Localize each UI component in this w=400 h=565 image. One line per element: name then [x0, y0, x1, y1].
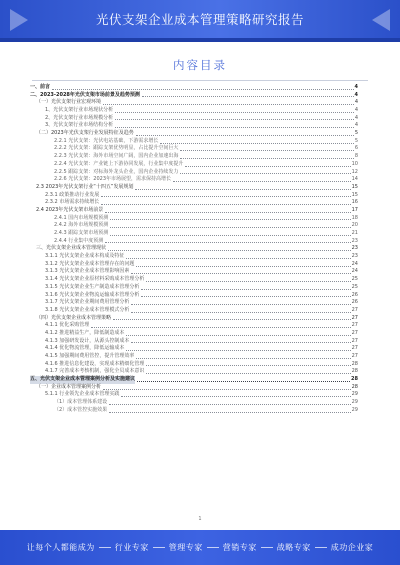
- toc-leader-dots: [91, 327, 350, 328]
- toc-entry-page: 29: [351, 406, 358, 413]
- toc-entry-page: 16: [351, 199, 358, 206]
- toc-entry-title: 3.1.8 光伏支架企业成本管理模式分析: [45, 306, 130, 313]
- toc-entry-page: 8: [354, 153, 358, 160]
- toc-entry[interactable]: [30, 299, 358, 307]
- toc-entry-title: 2、光伏支架行业市场规模分析: [45, 114, 114, 121]
- toc-entry-page: 17: [351, 206, 358, 213]
- toc-entry-title: 3.1.5 光伏支架企业生产制造成本管理分析: [45, 283, 140, 290]
- toc-entry[interactable]: [30, 122, 358, 130]
- toc-leader-dots: [103, 104, 354, 105]
- toc-entry-title: 3.1.2 光伏支架企业成本管理存在的问题: [45, 260, 135, 267]
- toc-entry-page: 26: [351, 291, 358, 298]
- toc-divider: [32, 80, 368, 81]
- toc-entry-page: 23: [351, 237, 358, 244]
- toc-entry[interactable]: [30, 253, 358, 261]
- toc-leader-dots: [110, 227, 350, 228]
- toc-entry-title: 4.1.4 优化物流管理，降低运输成本: [45, 345, 125, 352]
- toc-entry-title: （二）2023年光伏支架行业发展特征及趋势: [36, 130, 134, 137]
- toc-entry-page: 28: [351, 360, 358, 367]
- toc-entry-page: 4: [354, 99, 358, 106]
- toc-leader-dots: [115, 112, 354, 113]
- toc-entry-title: 3.1.3 光伏支架企业成本管理影响因素: [45, 268, 130, 275]
- toc-entry[interactable]: [30, 222, 358, 230]
- toc-entry-page: 4: [354, 83, 358, 90]
- toc-entry-page: 4: [354, 114, 358, 121]
- toc-entry-title: 3.1.6 光伏支架企业物流运输成本管理分析: [45, 291, 140, 298]
- toc-entry-title: 2.2.6 光伏支架：2023年市场展望，需求保持高增长: [54, 176, 172, 183]
- toc-entry-page: 29: [351, 391, 358, 398]
- toc-entry[interactable]: [30, 184, 358, 192]
- toc-entry[interactable]: [30, 345, 358, 353]
- toc-leader-dots: [136, 135, 354, 136]
- toc-leader-dots: [180, 158, 353, 159]
- toc-entry-page: 28: [351, 376, 358, 383]
- toc-entry[interactable]: [30, 207, 358, 215]
- toc-leader-dots: [142, 96, 354, 97]
- toc-entry-page: 15: [351, 183, 358, 190]
- toc-entry-page: 27: [351, 322, 358, 329]
- toc-entry[interactable]: [30, 399, 358, 407]
- toc-leader-dots: [131, 273, 350, 274]
- toc-leader-dots: [146, 281, 350, 282]
- toc-entry-page: 27: [351, 306, 358, 313]
- toc-entry[interactable]: [30, 368, 358, 376]
- toc-entry-page: 27: [351, 329, 358, 336]
- toc-entry-page: 23: [351, 245, 358, 252]
- toc-entry-page: 18: [351, 214, 358, 221]
- toc-leader-dots: [160, 143, 353, 144]
- toc-leader-dots: [141, 296, 350, 297]
- toc-entry-title: 2.2.5 跟踪支架：对标海外龙头企业，国内企业持续发力: [54, 168, 179, 175]
- toc-entry-title: 2.4.1 国内市场规模预测: [54, 214, 109, 221]
- toc-entry-title: 3、光伏支架行业市场结构分析: [45, 122, 114, 129]
- toc-leader-dots: [101, 204, 350, 205]
- toc-leader-dots: [135, 189, 350, 190]
- toc-entry-page: 10: [351, 160, 358, 167]
- report-header-banner: [0, 0, 400, 42]
- toc-entry[interactable]: [30, 353, 358, 361]
- toc-entry-page: 12: [351, 168, 358, 175]
- toc-entry-page: 25: [351, 283, 358, 290]
- toc-entry-page: 28: [351, 383, 358, 390]
- toc-entry-title: 2.4.2 海外市场规模预测: [54, 222, 109, 229]
- toc-entry-page: 5: [354, 130, 358, 137]
- toc-leader-dots: [146, 373, 350, 374]
- toc-entry-title: 1、光伏支架行业市场现状分析: [45, 107, 114, 114]
- toc-entry[interactable]: [30, 376, 358, 384]
- toc-leader-dots: [185, 166, 350, 167]
- toc-entry-title: 2.2.3 光伏支架：海外市场空间广阔，国内企业加速出海: [54, 153, 179, 160]
- toc-leader-dots: [131, 304, 350, 305]
- footer-separator: [315, 547, 327, 548]
- toc-leader-dots: [146, 365, 350, 366]
- toc-entry-page: 24: [351, 268, 358, 275]
- toc-entry-page: 5: [354, 137, 358, 144]
- footer-slogan-item: 让每个人都能成为: [26, 543, 95, 552]
- toc-entry-title: 3.1.7 光伏支架企业期间费用管理分析: [45, 299, 130, 306]
- toc-entry[interactable]: [30, 161, 358, 169]
- toc-leader-dots: [109, 404, 350, 405]
- footer-banner: [0, 530, 400, 565]
- toc-entry-page: 14: [351, 176, 358, 183]
- toc-entry[interactable]: [30, 84, 358, 92]
- footer-slogan-item: 战略专家: [276, 543, 311, 552]
- toc-entry-page: 29: [351, 399, 358, 406]
- toc-entry-title: （1）成本管理体系建设: [54, 399, 108, 406]
- toc-entry[interactable]: [30, 245, 358, 253]
- toc-entry-title: 2.4.3 跟踪支架市场预测: [54, 230, 109, 237]
- toc-leader-dots: [126, 350, 350, 351]
- toc-entry-page: 15: [351, 191, 358, 198]
- footer-slogan-item: 营销专家: [222, 543, 257, 552]
- toc-entry-page: 20: [351, 222, 358, 229]
- toc-leader-dots: [180, 150, 353, 151]
- toc-entry[interactable]: [30, 322, 358, 330]
- right-arrow-decoration-icon: [372, 9, 390, 31]
- toc-leader-dots: [115, 119, 354, 120]
- toc-entry-title: （四）光伏支架企业成本管理策略: [36, 314, 112, 321]
- toc-leader-dots: [109, 412, 350, 413]
- toc-leader-dots: [136, 358, 350, 359]
- footer-separator: [207, 547, 219, 548]
- toc-entry-title: 4.1.7 完善成本考核机制，强化全员成本意识: [45, 368, 145, 375]
- footer-separator: [261, 547, 273, 548]
- toc-entry[interactable]: [30, 130, 358, 138]
- toc-entry[interactable]: [30, 176, 358, 184]
- toc-leader-dots: [110, 235, 350, 236]
- toc-entry-title: 二、2023-2028年光伏支架市场前景及趋势预测: [30, 91, 140, 98]
- footer-slogan-item: 管理专家: [168, 543, 203, 552]
- toc-leader-dots: [126, 335, 350, 336]
- toc-entry-title: 2.2.2 光伏支架：跟踪支架优势明显，占比提升空间巨大: [54, 145, 179, 152]
- toc-entry[interactable]: [30, 330, 358, 338]
- toc-entry-title: 2.2.4 光伏支架：产业链上下游协同发展，行业集中度提升: [54, 160, 184, 167]
- toc-entry-page: 27: [351, 337, 358, 344]
- toc-entry-page: 24: [351, 260, 358, 267]
- toc-leader-dots: [52, 89, 354, 90]
- toc-leader-dots: [108, 250, 351, 251]
- toc-leader-dots: [105, 242, 350, 243]
- toc-entry[interactable]: [30, 284, 358, 292]
- toc-entry[interactable]: [30, 99, 358, 107]
- toc-entry-title: 2.3 2023年光伏支架行业“十四五”发展规划: [36, 183, 134, 190]
- toc-entry-page: 26: [351, 299, 358, 306]
- toc-entry-title: 2.4.4 行业集中度预测: [54, 237, 104, 244]
- toc-entry-page: 27: [351, 314, 358, 321]
- footer-slogan: [0, 542, 400, 553]
- toc-leader-dots: [121, 396, 350, 397]
- toc-entry[interactable]: [30, 276, 358, 284]
- toc-entry-title: 5.1.1 行业领先企业成本管理实践: [45, 391, 120, 398]
- toc-entry-title: 一、前言: [30, 83, 51, 90]
- toc-entry-page: 23: [351, 253, 358, 260]
- toc-leader-dots: [115, 127, 354, 128]
- toc-entry-title: 2.3.1 政策推动行业发展: [45, 191, 100, 198]
- footer-separator: [153, 547, 165, 548]
- toc-entry-page: 4: [354, 91, 358, 98]
- toc-heading: 内容目录: [173, 58, 227, 72]
- toc-entry-title: （一）光伏支架行业宏观环境: [36, 99, 102, 106]
- toc-entry[interactable]: [30, 107, 358, 115]
- toc-leader-dots: [141, 289, 350, 290]
- toc-entry-title: 4.1.5 加强期间费用管控，提升管理效率: [45, 353, 135, 360]
- toc-entry-page: 27: [351, 353, 358, 360]
- toc-entry-page: 4: [354, 122, 358, 129]
- toc-entry-page: 28: [351, 368, 358, 375]
- page-number: 1: [198, 516, 202, 522]
- toc-entry-title: 4.1.6 推进信息化建设，实现成本精细化管理: [45, 360, 145, 367]
- toc-entry-page: 21: [351, 230, 358, 237]
- footer-slogan-item: 行业专家: [114, 543, 149, 552]
- toc-leader-dots: [173, 181, 351, 182]
- toc-leader-dots: [105, 212, 350, 213]
- toc-leader-dots: [131, 312, 350, 313]
- toc-entry[interactable]: [30, 307, 358, 315]
- toc-leader-dots: [101, 196, 350, 197]
- toc-leader-dots: [126, 258, 350, 259]
- toc-entry[interactable]: [30, 199, 358, 207]
- toc-leader-dots: [103, 389, 351, 390]
- report-title: 光伏支架企业成本管理策略研究报告: [95, 12, 304, 27]
- toc-leader-dots: [110, 219, 350, 220]
- toc-entry-title: 2.3.2 市场需求持续增长: [45, 199, 100, 206]
- toc-leader-dots: [136, 266, 350, 267]
- toc-entry-page: 4: [354, 107, 358, 114]
- toc-entry-title: 三、光伏支架企业成本管理现状: [36, 245, 107, 252]
- header-underline-band: [0, 38, 400, 42]
- toc-entry-page: 27: [351, 345, 358, 352]
- toc-entry-page: 6: [354, 145, 358, 152]
- footer-slogan-item: 成功企业家: [330, 543, 374, 552]
- toc-entry[interactable]: [30, 230, 358, 238]
- toc-entry[interactable]: [30, 153, 358, 161]
- table-of-contents: [30, 84, 358, 415]
- toc-entry-title: 4.1.1 优化采购管理: [45, 322, 90, 329]
- toc-entry-title: 2.2.1 光伏支架：光伏电站基础，下游需求增长: [54, 137, 159, 144]
- footer-separator: [99, 547, 111, 548]
- toc-entry-title: 4.1.3 加强研发设计，从源头控制成本: [45, 337, 130, 344]
- toc-entry-title: 4.1.2 推进精益生产，降低制造成本: [45, 329, 125, 336]
- toc-entry-title: 3.1.4 光伏支架企业原材料采购成本管理分析: [45, 276, 145, 283]
- toc-entry[interactable]: [30, 407, 358, 415]
- toc-entry-title: （一）企业成本管理案例分析: [36, 383, 102, 390]
- toc-entry-title: 五、光伏支架企业成本管理案例分析及实施建议: [30, 376, 136, 383]
- toc-leader-dots: [131, 342, 350, 343]
- toc-leader-dots: [113, 319, 351, 320]
- toc-entry-title: 3.1.1 光伏支架企业成本构成及特征: [45, 253, 125, 260]
- toc-entry-page: 25: [351, 276, 358, 283]
- toc-entry-title: （2）成本管控实施效果: [54, 406, 108, 413]
- toc-leader-dots: [180, 173, 350, 174]
- toc-leader-dots: [137, 381, 350, 382]
- toc-entry-title: 2.4 2023年光伏支架市场前景: [36, 206, 104, 213]
